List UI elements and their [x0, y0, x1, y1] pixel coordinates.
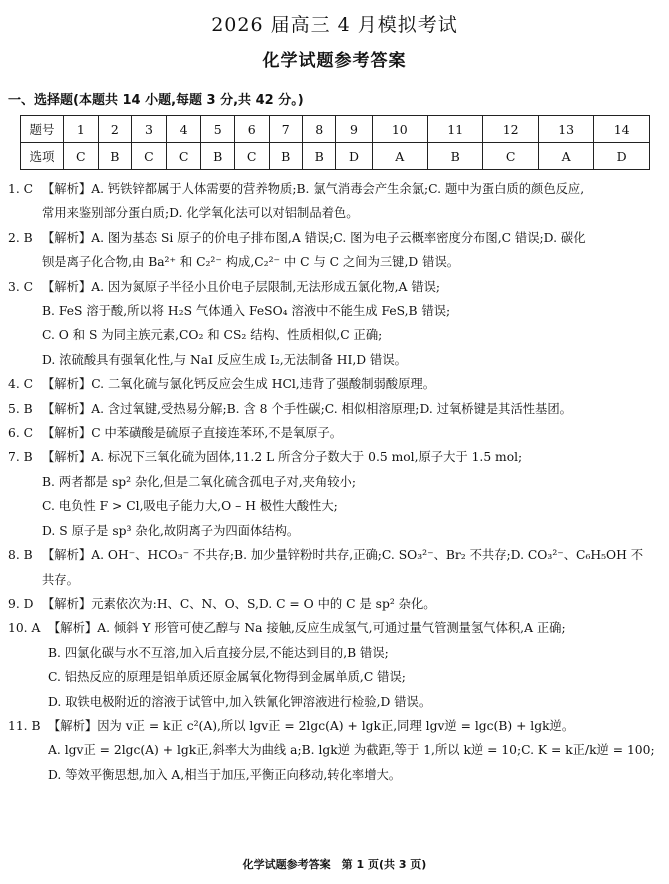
- explanation-line: 【解析】A. 因为氮原子半径小且价电子层限制,无法形成五氯化物,A 错误;: [42, 279, 441, 294]
- answer-cell: B: [428, 143, 483, 170]
- exam-title: 2026 届高三 4 月模拟考试: [211, 14, 458, 36]
- answer-cell: B: [98, 143, 131, 170]
- question-number-cell: 3: [132, 116, 167, 143]
- question-number-cell: 8: [302, 116, 335, 143]
- explanation-line: C. 电负性 F > Cl,吸电子能力大,O – H 极性大酸性大;: [42, 499, 338, 514]
- explanation-line: D. S 原子是 sp³ 杂化,故阴离子为四面体结构。: [42, 523, 300, 538]
- question-number-cell: 13: [538, 116, 593, 143]
- answer-cell: D: [336, 143, 372, 170]
- question-number-cell: 2: [98, 116, 131, 143]
- answer-cell: C: [234, 143, 269, 170]
- answer-explanation-item: [8, 445, 658, 543]
- answer-explanation-item: [8, 226, 658, 275]
- answer-explanation-item: [8, 372, 658, 396]
- explanation-line: B. 四氯化碳与水不互溶,加入后直接分层,不能达到目的,B 错误;: [48, 645, 389, 660]
- explanation-line: 共存。: [42, 572, 79, 587]
- answer-cell: C: [132, 143, 167, 170]
- explanation-line: B. FeS 溶于酸,所以将 H₂S 气体通入 FeSO₄ 溶液中不能生成 FeS,B 错误;: [42, 304, 451, 319]
- answer-table: [20, 115, 650, 170]
- explanation-line: 【解析】因为 v正 = k正 c²(A),所以 lgv正 = 2lgc(A) + lgk正,同理 lgv逆 = lgc(B) + lgk逆。: [48, 718, 575, 733]
- item-number: 4. C: [8, 377, 34, 392]
- answer-cell: C: [64, 143, 99, 170]
- answer-cell: B: [302, 143, 335, 170]
- question-number-cell: 9: [336, 116, 372, 143]
- answer-explanation-item: [8, 397, 658, 421]
- question-number-cell: 11: [428, 116, 483, 143]
- explanation-line: C. O 和 S 为同主族元素,CO₂ 和 CS₂ 结构、性质相似,C 正确;: [42, 328, 383, 343]
- question-number-cell: 7: [269, 116, 302, 143]
- question-number-cell: 4: [166, 116, 201, 143]
- explanation-line: 【解析】A. 图为基态 Si 原子的价电子排布图,A 错误;C. 图为电子云概率密度分布图,C 错误;D. 碳化: [42, 230, 586, 245]
- answer-cell: C: [483, 143, 538, 170]
- answer-cell: B: [201, 143, 234, 170]
- explanation-line: 【解析】A. OH⁻、HCO₃⁻ 不共存;B. 加少量锌粉时共存,正确;C. SO₃²⁻、Br₂ 不共存;D. CO₃²⁻、C₆H₅OH 不: [42, 548, 644, 563]
- explanation-line: 【解析】A. 倾斜 Y 形管可使乙醇与 Na 接触,反应生成氢气,可通过量气管测量氢气体积,A 正确;: [48, 621, 566, 636]
- item-number: 6. C: [8, 426, 34, 441]
- answer-row: [21, 143, 650, 170]
- item-number: 2. B: [8, 230, 33, 245]
- item-number: 1. C: [8, 182, 34, 196]
- item-number: 9. D: [8, 596, 34, 611]
- item-number: 10. A: [8, 621, 41, 636]
- item-number: 5. B: [8, 401, 33, 416]
- explanation-line: 【解析】C. 二氧化硫与氯化钙反应会生成 HCl,违背了强酸制弱酸原理。: [42, 377, 435, 392]
- answer-cell: B: [269, 143, 302, 170]
- explanation-line: B. 两者都是 sp² 杂化,但是二氧化硫含孤电子对,夹角较小;: [42, 474, 356, 489]
- explanation-line: 【解析】A. 含过氧键,受热易分解;B. 含 8 个手性碳;C. 相似相溶原理;D. 过氧桥键是其活性基团。: [42, 401, 572, 416]
- answer-key-subtitle: 化学试题参考答案: [262, 51, 407, 71]
- answer-explanation-item: [8, 421, 658, 445]
- question-number-cell: 14: [594, 116, 650, 143]
- item-number: 8. B: [8, 548, 33, 563]
- answer-explanation-item: [8, 275, 658, 373]
- explanation-line: D. 取铁电极附近的溶液于试管中,加入铁氰化钾溶液进行检验,D 错误。: [48, 694, 432, 709]
- explanation-line: D. 等效平衡思想,加入 A,相当于加压,平衡正向移动,转化率增大。: [48, 767, 402, 782]
- row-label-question: 题号: [21, 116, 64, 143]
- explanation-line: 【解析】元素依次为:H、C、N、O、S,D. C = O 中的 C 是 sp² 杂化。: [42, 596, 436, 611]
- explanations: [8, 177, 658, 787]
- explanation-line: 常用来鉴别部分蛋白质;D. 化学氧化法可以对铝制品着色。: [42, 206, 359, 221]
- answer-cell: A: [372, 143, 427, 170]
- row-label-answer: 选项: [21, 143, 64, 170]
- explanation-line: D. 浓硫酸具有强氧化性,与 NaI 反应生成 I₂,无法制备 HI,D 错误。: [42, 352, 407, 367]
- item-number: 11. B: [8, 718, 41, 733]
- question-number-cell: 1: [64, 116, 99, 143]
- question-number-cell: 5: [201, 116, 234, 143]
- answer-explanation-item: [8, 543, 658, 592]
- page-footer: 化学试题参考答案 第 1 页(共 3 页): [242, 858, 427, 871]
- answer-cell: A: [538, 143, 593, 170]
- item-number: 7. B: [8, 450, 33, 465]
- answer-explanation-item: [8, 714, 658, 787]
- answer-cell: C: [166, 143, 201, 170]
- explanation-line: A. lgv正 = 2lgc(A) + lgk正,斜率大为曲线 a;B. lgk逆 为截距,等于 1,所以 k逆 = 10;C. K = k正/k逆 = 100;: [48, 743, 655, 758]
- question-number-row: [21, 116, 650, 143]
- answer-explanation-item: [8, 616, 658, 714]
- answer-explanation-item: [8, 177, 658, 226]
- question-number-cell: 6: [234, 116, 269, 143]
- section-heading: 一、选择题(本题共 14 小题,每题 3 分,共 42 分。): [8, 93, 304, 108]
- answer-cell: D: [594, 143, 650, 170]
- explanation-line: 【解析】A. 钙铁锌都属于人体需要的营养物质;B. 氯气消毒会产生余氯;C. 题中为蛋白质的颜色反应,: [42, 182, 585, 196]
- explanation-line: 【解析】C 中苯磺酸是硫原子直接连苯环,不是氧原子。: [42, 426, 343, 441]
- explanation-line: 钡是离子化合物,由 Ba²⁺ 和 C₂²⁻ 构成,C₂²⁻ 中 C 与 C 之间为三键,D 错误。: [42, 255, 460, 270]
- question-number-cell: 10: [372, 116, 427, 143]
- item-number: 3. C: [8, 279, 34, 294]
- explanation-line: C. 铝热反应的原理是铝单质还原金属氧化物得到金属单质,C 错误;: [48, 670, 406, 685]
- answer-explanation-item: [8, 592, 658, 616]
- question-number-cell: 12: [483, 116, 538, 143]
- explanation-line: 【解析】A. 标况下三氧化硫为固体,11.2 L 所含分子数大于 0.5 mol,原子大于 1.5 mol;: [42, 450, 523, 465]
